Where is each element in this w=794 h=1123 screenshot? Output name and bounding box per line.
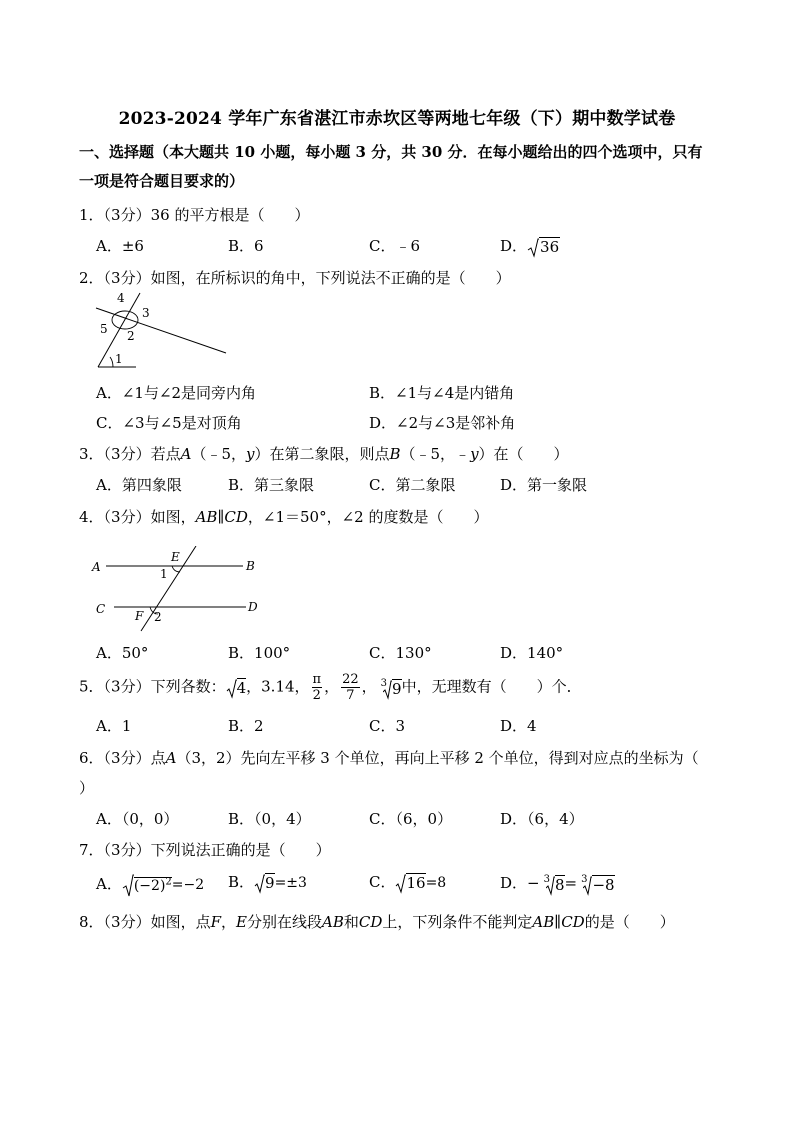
section-heading-line2: 一项是符合题目要求的） [79, 172, 245, 190]
q2-label-2: 2 [127, 329, 135, 343]
q7-option-c-prefix: C． [369, 873, 396, 891]
q4-stem-post: ，∠1＝50°，∠2 的度数是（ ） [247, 508, 489, 526]
q8-relation: AB∥CD [532, 913, 585, 931]
q3-point-a: A [180, 445, 192, 463]
q5-option-a: A．1 [96, 717, 132, 735]
q7-option-d-eq: = [564, 874, 578, 892]
q5-cube-index: 3 [380, 678, 388, 689]
q6-option-c: C．（6，0） [369, 810, 453, 828]
q4-label-e: E [171, 550, 180, 564]
cube-root-symbol [577, 872, 615, 896]
q8-point-e: E [236, 913, 247, 931]
question-8-stem [79, 912, 675, 932]
q4-label-1: 1 [160, 567, 168, 581]
q8-point-f: F [210, 913, 222, 931]
q7-option-d-radicand1: 8 [554, 876, 565, 894]
cube-root-symbol [540, 872, 565, 896]
q7-option-b-prefix: B． [228, 873, 255, 891]
q2-option-c: C．∠3与∠5是对顶角 [96, 414, 242, 432]
q3-coord-b: （﹣5，﹣ [400, 445, 471, 463]
q5-cube-radicand: 9 [392, 680, 402, 698]
q2-option-d: D．∠2与∠3是邻补角 [369, 414, 516, 432]
q7-option-d [500, 872, 615, 896]
q6-option-d: D．（6，4） [500, 810, 584, 828]
q6-option-b: B．（0，4） [228, 810, 311, 828]
section-heading [79, 138, 719, 196]
q3-option-a: A．第四象限 [96, 476, 182, 494]
q6-stem-post: （3，2）先向左平移 3 个单位，再向上平移 2 个单位，得到对应点的坐标为（ [176, 749, 699, 767]
q5-sqrt-radicand: 4 [236, 678, 247, 697]
q5-option-d: D．4 [500, 717, 537, 735]
q5-fraction-numerator: 22 [342, 672, 359, 687]
q4-option-d: D．140° [500, 644, 564, 662]
q7-option-a-radicand: (−2) [133, 877, 166, 894]
q6-option-a: A．（0，0） [96, 810, 179, 828]
q3-y-b: y [470, 445, 479, 463]
q3-option-d: D．第一象限 [500, 476, 588, 494]
q4-label-f: F [135, 609, 144, 623]
q3-y-a: y [245, 445, 255, 463]
q4-label-2: 2 [154, 610, 162, 624]
q5-fraction [341, 672, 360, 703]
q7-option-a [96, 872, 204, 898]
sqrt-symbol [395, 873, 425, 894]
q7-option-d-index2: 3 [581, 874, 588, 885]
q8-segment-cd: CD [358, 913, 383, 931]
q1-option-a: A．±6 [96, 237, 144, 255]
q7-option-c [369, 872, 446, 894]
sqrt-symbol [122, 872, 172, 898]
q4-label-d: D [248, 600, 258, 614]
q5-stem-pre: 5．（3分）下列各数： [79, 677, 226, 696]
cube-root-symbol [377, 668, 402, 707]
q7-option-a-exponent: 2 [165, 876, 172, 887]
q8-mid3: 上，下列条件不能判定 [382, 913, 533, 931]
q3-stem-mid: ）在第二象限，则点 [254, 445, 390, 463]
q5-option-b: B．2 [228, 717, 264, 735]
q7-option-c-rhs: =8 [425, 875, 447, 891]
question-6-stem-cont: ） [79, 779, 95, 797]
q4-option-b: B．100° [228, 644, 291, 662]
q7-option-d-neg: − [527, 874, 540, 892]
q1-option-d-prefix: D． [500, 237, 528, 255]
q5-fraction-denominator: 7 [346, 688, 355, 703]
q7-option-a-rhs: =−2 [171, 876, 205, 893]
q2-label-5: 5 [100, 322, 108, 336]
q5-pi-numerator: π [312, 672, 322, 687]
q8-mid2: 和 [343, 913, 359, 931]
q4-label-a: A [92, 560, 101, 574]
q2-option-b: B．∠1与∠4是内错角 [369, 384, 515, 402]
q8-segment-ab: AB [322, 913, 344, 931]
q3-option-b: B．第三象限 [228, 476, 315, 494]
q2-angle-figure [88, 288, 238, 373]
page-title: 2023-2024 学年广东省湛江市赤坎区等两地七年级（下）期中数学试卷 [118, 109, 676, 129]
question-5-stem: 5．（3分）下列各数： 4，3.14， $\frac{\pi}{2}$ ， $\frac{22}{7}$ ， $^3$ 9中，无理数有（ ）个． [79, 668, 582, 707]
sqrt-symbol [254, 873, 275, 894]
q5-pi-fraction [312, 672, 323, 703]
q2-label-4: 4 [117, 291, 125, 305]
q3-option-c: C．第二象限 [369, 476, 456, 494]
question-4-stem [79, 507, 488, 527]
q2-label-1: 1 [115, 352, 123, 366]
q1-option-b: B．6 [228, 237, 264, 255]
question-1-stem: 1．（3分）36 的平方根是（ ） [79, 206, 310, 224]
q3-stem-post: ）在（ ） [478, 445, 569, 463]
q2-label-3: 3 [142, 306, 150, 320]
q8-stem-post: 的是（ ） [584, 913, 675, 931]
q6-point-a: A [165, 749, 177, 767]
q1-option-d [500, 236, 560, 258]
q8-stem-pre: 8．（3分）如图，点 [79, 913, 211, 931]
q5-number-list: ，3.14， [246, 677, 310, 696]
q7-option-d-prefix: D． [500, 874, 528, 892]
q3-point-b: B [389, 445, 401, 463]
q4-relation: AB∥CD [195, 508, 248, 526]
q5-option-c: C．3 [369, 717, 406, 735]
q8-mid1: 分别在线段 [246, 913, 322, 931]
q8-sep: ， [221, 913, 237, 931]
question-3-stem [79, 444, 569, 464]
sqrt-symbol [527, 237, 560, 258]
q6-stem-pre: 6．（3分）点 [79, 749, 166, 767]
section-heading-line1: 一、选择题（本大题共 10 小题，每小题 3 分，共 30 分．在每小题给出的四个选项中，只有 [79, 143, 703, 161]
question-2-stem: 2．（3分）如图，在所标识的角中，下列说法不正确的是（ ） [79, 269, 511, 287]
q2-option-a: A．∠1与∠2是同旁内角 [96, 384, 257, 402]
q7-option-b-radicand: 9 [265, 873, 275, 892]
q4-option-a: A．50° [96, 644, 149, 662]
q7-option-c-radicand: 16 [406, 873, 426, 892]
q3-coord-a: （﹣5， [191, 445, 246, 463]
q7-option-b-rhs: =±3 [274, 875, 307, 891]
q4-label-b: B [246, 559, 255, 573]
q1-option-c: C．﹣6 [369, 237, 421, 255]
q7-option-d-index1: 3 [543, 874, 550, 885]
question-7-stem: 7．（3分）下列说法正确的是（ ） [79, 841, 331, 859]
q1-option-d-radicand: 36 [540, 237, 560, 256]
sqrt-symbol [226, 670, 247, 706]
q4-stem-pre: 4．（3分）如图， [79, 508, 196, 526]
q7-option-a-prefix: A． [96, 874, 122, 893]
q5-pi-denominator: 2 [312, 688, 321, 703]
q5-stem-post: 中，无理数有（ ）个． [401, 677, 582, 696]
q4-option-c: C．130° [369, 644, 432, 662]
q4-parallel-lines-figure [88, 546, 268, 634]
q3-stem-pre: 3．（3分）若点 [79, 445, 181, 463]
q7-option-b [228, 872, 307, 894]
q4-label-c: C [96, 602, 106, 616]
question-6-stem [79, 748, 699, 768]
q7-option-d-radicand2: −8 [592, 876, 615, 894]
